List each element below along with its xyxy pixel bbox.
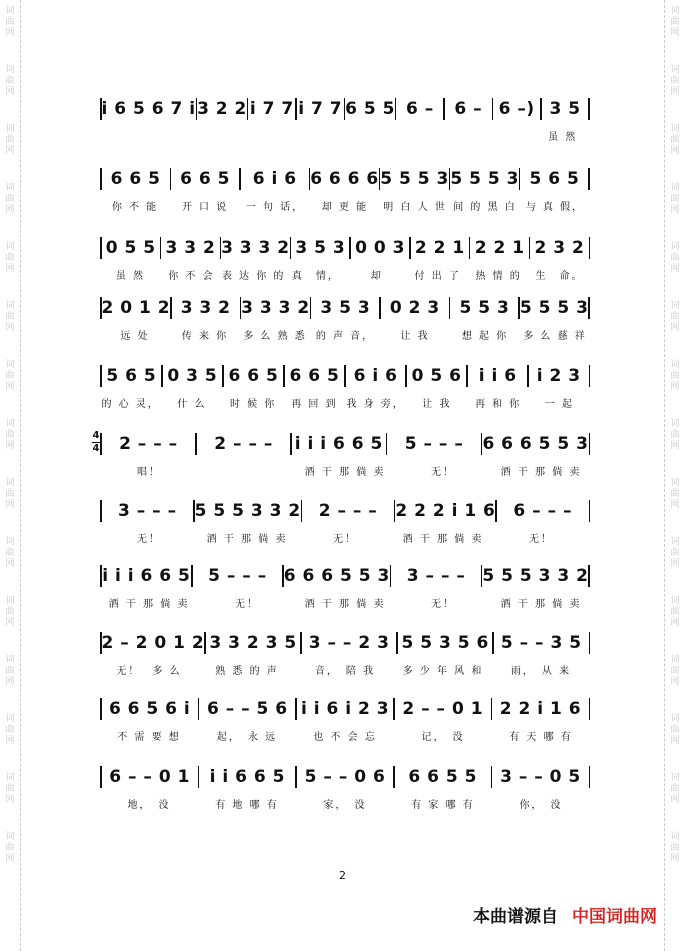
measure: 6 – – – [513,501,572,521]
lyric-segment [318,128,372,144]
watermark-char: 网 [670,736,680,746]
lyric-segment: 热 情 的 [475,271,522,282]
watermark-char: 曲 [670,17,680,27]
notes-line [100,365,590,387]
notes-line [100,698,590,720]
watermark-char: 曲 [5,784,15,794]
measure: 5 – – – [404,434,464,454]
score-row [100,490,590,550]
measure: 3 3 3 2 [241,298,310,318]
watermark-char: 曲 [670,666,680,676]
measure: 3 – – 2 3 [308,633,390,653]
watermark-char: 网 [670,87,680,97]
lyric-segment: 无！ [529,534,553,545]
watermark-char: 网 [670,618,680,628]
measure: 5 5 5 3 3 2 [194,501,301,521]
measure: 6 6 5 [228,366,279,386]
watermark-char: 曲 [670,843,680,853]
watermark-char: 曲 [5,371,15,381]
lyric-segment: 多 么 熟 悉 [243,331,307,342]
measure: 2 – – – [214,434,273,454]
lyric-segment: 不 需 要 想 [117,732,181,743]
lyric-segment: 想 起 你 [461,331,509,342]
watermark-char: 曲 [5,253,15,263]
barline [589,632,591,654]
score-row [100,227,590,287]
lyrics-line [100,128,590,144]
measure: 2 – – – [318,501,378,521]
watermark-char: 词 [670,596,680,606]
lyric-segment: 再 回 到 [291,399,338,410]
lyric-segment: 我 身 旁， [346,399,405,410]
watermark-char: 词 [5,124,15,134]
measure: 5 5 3 [459,298,510,318]
barline [589,766,591,788]
watermark-char: 网 [5,736,15,746]
measure: 5 – – 3 5 [500,633,582,653]
watermark-char: 曲 [5,607,15,617]
watermark-char: 曲 [670,194,680,204]
lyrics-line [100,395,590,411]
site-name[interactable]: 中国词曲网 [572,907,657,927]
measure: 6 6 5 5 [408,767,477,787]
lyric-segment: 家， 没 [323,800,367,811]
measure: i 7 7 [249,99,294,119]
measure: 3 3 2 3 5 [209,633,297,653]
watermark-char: 曲 [5,194,15,204]
measure: 3 3 3 2 [221,238,290,258]
score-row [100,756,590,816]
measure: 6 – – 0 1 [109,767,190,787]
watermark-char: 曲 [5,312,15,322]
watermark-char: 曲 [670,312,680,322]
watermark-char: 曲 [5,430,15,440]
measure: 6 – [454,99,483,119]
watermark-char: 网 [5,677,15,687]
barline [588,565,590,587]
lyric-segment [100,128,154,144]
measure: 6 5 5 [345,99,395,119]
watermark-char: 网 [670,146,680,156]
watermark-char: 曲 [5,76,15,86]
source-label: 本曲谱源自 [473,907,558,927]
watermark-char: 词 [5,655,15,665]
lyrics-line [100,530,590,546]
lyrics-line [100,198,590,214]
watermark-char: 词 [5,773,15,783]
lyric-segment: 无！ [431,467,455,478]
watermark-char: 曲 [670,607,680,617]
watermark-char: 曲 [5,17,15,27]
barline [589,433,591,455]
lyric-segment [154,128,208,144]
lyric-segment: 酒 干 那 倘 卖 [304,467,386,478]
measure: 5 5 5 3 [380,169,449,189]
barline [589,237,591,259]
lyric-segment: 多 少 年 风 和 [402,666,484,677]
watermark-char: 网 [5,854,15,864]
lyric-segment: 唱！ [137,467,161,478]
watermark-char: 网 [5,441,15,451]
watermark-char: 词 [670,537,680,547]
watermark-char: 网 [5,28,15,38]
lyric-segment: 你 不 能 [111,202,159,213]
measure: 0 0 3 [355,238,405,258]
measure: 2 – 2 0 1 2 [101,633,205,653]
watermark-char: 网 [5,559,15,569]
watermark-char: 网 [5,382,15,392]
watermark-char: 词 [670,655,680,665]
watermark-char: 词 [5,360,15,370]
score-row [100,622,590,682]
lyric-segment: 付 出 了 [414,271,461,282]
score-row [100,88,590,148]
watermark-char: 网 [5,323,15,333]
watermark-char: 网 [5,205,15,215]
lyric-segment [481,128,535,144]
lyric-segment [209,128,263,144]
lyric-segment: 酒 干 那 倘 卖 [500,599,582,610]
measure: 0 5 6 [411,366,462,386]
measure: 5 – – 0 6 [304,767,386,787]
lyric-segment: 真 情， [291,271,340,282]
lyric-segment: 的 心 灵， [101,399,160,410]
lyric-segment [372,128,426,144]
lyric-segment: 酒 干 那 倘 卖 [304,599,386,610]
watermark-char: 曲 [5,666,15,676]
measure: 0 2 3 [389,298,440,318]
measure: i i i 6 6 5 [294,434,383,454]
lyric-segment: 你 不 会 [168,271,215,282]
lyric-segment: 有 地 哪 有 [215,800,279,811]
watermark-char: 词 [5,6,15,16]
watermark-char: 词 [5,832,15,842]
measure: 5 6 5 [106,366,157,386]
measure: 3 5 3 [295,238,346,258]
watermark-char: 网 [670,205,680,215]
measure: 3 2 2 [197,99,247,119]
lyric-segment: 酒 干 那 倘 卖 [402,534,484,545]
lyric-segment: 传 来 你 [181,331,229,342]
lyric-segment: 与 真 假， [525,202,585,213]
watermark-char: 曲 [670,548,680,558]
measure: 2 2 1 [474,238,525,258]
lyric-segment: 起， 永 远 [216,732,278,743]
watermark-char: 网 [670,559,680,569]
watermark-char: 词 [670,183,680,193]
watermark-char: 词 [670,360,680,370]
measure: i i i 6 6 5 [102,566,191,586]
measure: 5 5 3 5 6 [401,633,489,653]
page-number: 2 [339,869,346,882]
lyric-segment: 无！ [333,534,357,545]
watermark-char: 网 [670,500,680,510]
lyric-segment: 却 [370,271,383,282]
watermark-char: 词 [5,65,15,75]
lyric-segment: 再 和 你 [474,399,522,410]
measure: 6 6 5 [289,366,340,386]
lyric-segment: 也 不 会 忘 [313,732,377,743]
watermark-char: 曲 [670,489,680,499]
measure: 3 5 3 [320,298,371,318]
watermark-char: 词 [5,301,15,311]
measure: 2 – – 0 1 [402,699,484,719]
notes-line [100,565,590,587]
watermark-char: 曲 [670,135,680,145]
score-row [100,158,590,218]
watermark-char: 词 [5,596,15,606]
lyric-segment: 有 家 哪 有 [411,800,475,811]
watermark-char: 网 [670,28,680,38]
lyric-segment: 开 口 说 [181,202,229,213]
measure: 5 5 5 3 3 2 [482,566,589,586]
lyric-segment: 无！ [235,599,259,610]
score-row [100,355,590,415]
barline [589,365,591,387]
watermark-char: 网 [670,795,680,805]
lyric-segment: 多 么 慈 祥 [523,331,587,342]
measure: i 6 5 6 7 i [101,99,196,119]
lyrics-line [100,327,590,343]
watermark-char: 曲 [670,430,680,440]
notes-line [100,766,590,788]
lyric-segment: 一 起 [544,399,574,410]
measure: 6 – [406,99,434,119]
notes-line [100,632,590,654]
lyrics-line [100,267,590,283]
measure: 6 6 6 5 5 3 [283,566,390,586]
barline [588,297,590,319]
watermark-char: 网 [5,795,15,805]
measure: 3 3 2 [180,298,231,318]
barline [588,168,590,190]
watermark-char: 曲 [5,135,15,145]
watermark-char: 词 [670,419,680,429]
watermark-char: 网 [5,500,15,510]
watermark-char: 词 [670,65,680,75]
lyrics-line [100,728,590,744]
lyric-segment: 间 的 黑 白 [453,202,517,213]
watermark-char: 词 [5,419,15,429]
measure: 6 6 5 [110,169,161,189]
measure: 2 2 1 [414,238,465,258]
watermark-char: 词 [5,537,15,547]
lyric-segment: 记， 没 [421,732,465,743]
lyric-segment [263,128,317,144]
measure: 5 5 5 3 [450,169,519,189]
lyric-segment: 有 天 哪 有 [509,732,573,743]
watermark-char: 网 [5,264,15,274]
measure: i 2 3 [536,366,581,386]
lyric-segment: 让 我 [422,399,452,410]
watermark-char: 词 [5,714,15,724]
watermark-char: 网 [670,382,680,392]
watermark-char: 词 [670,714,680,724]
watermark-char: 网 [670,854,680,864]
lyric-segment: 音， 陪 我 [314,666,376,677]
watermark-char: 曲 [670,253,680,263]
watermark-char: 网 [670,264,680,274]
score-row [100,688,590,748]
measure: 0 3 5 [167,366,218,386]
notes-line [100,168,590,190]
measure: 2 2 2 i 1 6 [395,501,496,521]
measure: 2 2 i 1 6 [499,699,582,719]
measure: 3 – – – [406,566,466,586]
lyric-segment: 无！ 多 么 [116,666,182,677]
lyric-segment: 酒 干 那 倘 卖 [206,534,288,545]
watermark-char: 网 [670,323,680,333]
measure: i 7 7 [298,99,343,119]
lyric-segment: 虽 然 [115,271,146,282]
measure: 6 – – 5 6 [206,699,288,719]
watermark-char: 网 [670,677,680,687]
measure: 6 6 5 6 i [108,699,191,719]
watermark-char: 词 [5,242,15,252]
watermark-char: 曲 [670,76,680,86]
lyric-segment: 酒 干 那 倘 卖 [108,599,190,610]
lyric-segment [198,463,296,479]
lyric-segment: 却 更 能 [321,202,369,213]
lyrics-line [100,463,590,479]
measure: 3 – – – [118,501,177,521]
lyric-segment: 一 句 话， [245,202,305,213]
barline [589,698,591,720]
time-signature-bottom: 4 [92,443,100,454]
measure: 5 – – – [208,566,267,586]
watermark-char: 词 [670,242,680,252]
lyrics-line [100,595,590,611]
lyric-segment: 让 我 [400,331,430,342]
measure: 0 5 5 [105,238,156,258]
notes-line [100,237,590,259]
lyric-segment [427,128,481,144]
notes-line [100,500,590,522]
watermark-char: 曲 [670,784,680,794]
watermark-char: 词 [670,832,680,842]
lyric-segment: 你， 没 [519,800,563,811]
watermark-char: 曲 [5,489,15,499]
lyrics-line [100,662,590,678]
measure: 6 i 6 [252,169,297,189]
watermark-char: 词 [5,183,15,193]
lyric-segment: 生 命。 [535,271,584,282]
score-row [100,287,590,347]
notes-line [100,98,590,120]
measure: 6 6 5 [180,169,230,189]
measure: 5 5 5 3 [519,298,589,318]
lyric-segment: 虽 然 [548,132,578,143]
measure: 3 5 [549,99,581,119]
measure: 5 6 5 [529,169,580,189]
watermark-char: 网 [5,618,15,628]
watermark-char: 词 [5,478,15,488]
barline [589,500,591,522]
watermark-char: 词 [670,124,680,134]
footer [473,902,657,927]
watermark-char: 曲 [5,725,15,735]
lyric-segment: 地， 没 [127,800,171,811]
lyric-segment: 雨， 从 来 [510,666,572,677]
lyrics-line [100,796,590,812]
measure: i i 6 6 5 [209,767,285,787]
lyric-segment: 酒 干 那 倘 卖 [500,467,582,478]
watermark-char: 曲 [670,725,680,735]
lyric-segment: 什 么 [177,399,207,410]
time-signature-top: 4 [92,430,100,441]
measure: 6 6 6 6 [310,169,379,189]
lyric-segment: 熟 悉 的 声 [215,666,279,677]
measure: 2 – – – [119,434,178,454]
watermark-char: 曲 [670,371,680,381]
watermark-char: 词 [670,6,680,16]
score-row [92,423,590,483]
time-signature [92,431,100,454]
watermark-char: 词 [670,773,680,783]
measure: i i 6 [478,366,517,386]
watermark-char: 网 [670,441,680,451]
notes-line [100,297,590,319]
measure: 3 3 2 [165,238,216,258]
measure: 3 – – 0 5 [500,767,581,787]
measure: 2 3 2 [534,238,585,258]
notes-line [100,433,590,455]
measure: 2 0 1 2 [101,298,171,318]
measure: i i 6 i 2 3 [300,699,390,719]
lyric-segment: 时 候 你 [229,399,277,410]
score-row [100,555,590,615]
lyric-segment: 的 声 音， [315,331,375,342]
lyric-segment: 明 白 人 世 [383,202,447,213]
watermark-char: 曲 [5,843,15,853]
measure: 6 –) [498,99,535,119]
watermark-char: 词 [670,478,680,488]
measure: 6 i 6 [353,366,398,386]
watermark-char: 曲 [5,548,15,558]
watermark-char: 网 [5,146,15,156]
watermark-char: 网 [5,87,15,97]
measure: 6 6 6 5 5 3 [482,434,589,454]
lyric-segment: 远 处 [120,331,150,342]
barline [588,98,590,120]
lyric-segment: 表 达 你 的 [221,271,286,282]
lyric-segment: 无！ [431,599,455,610]
watermark-char: 词 [670,301,680,311]
lyric-segment: 无！ [137,534,161,545]
